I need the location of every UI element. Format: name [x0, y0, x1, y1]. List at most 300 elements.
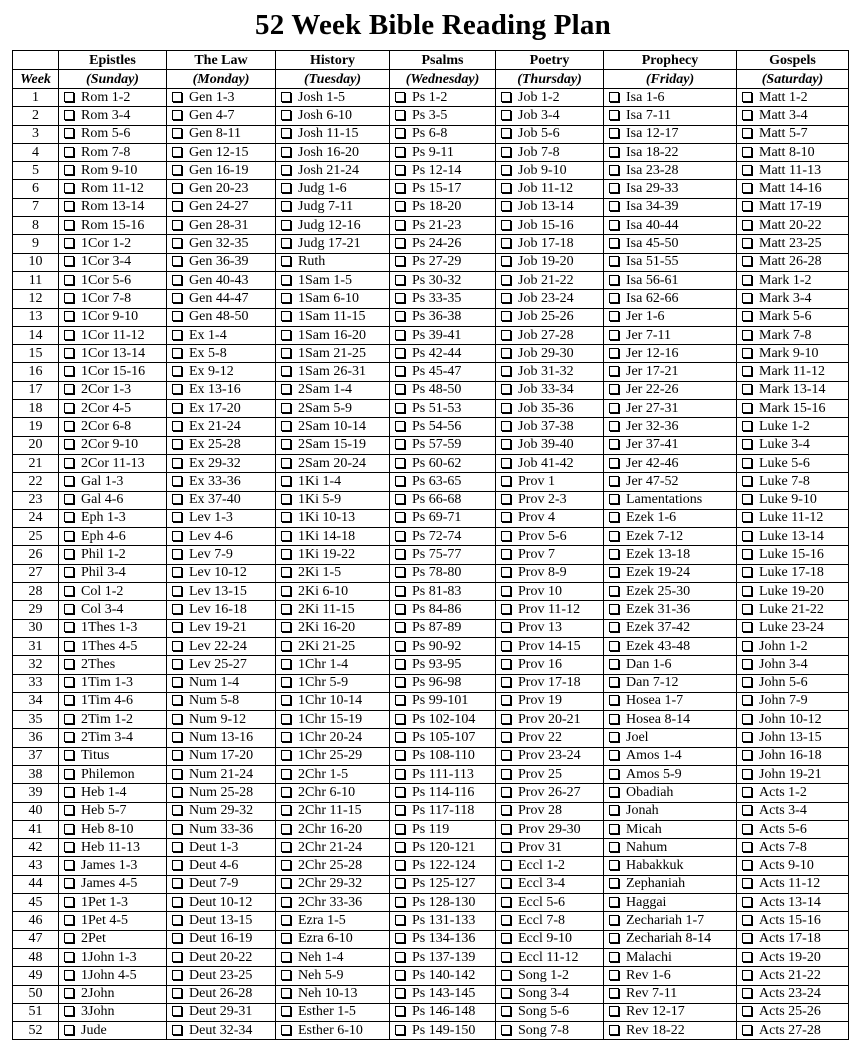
- checkbox-icon[interactable]: [395, 732, 405, 742]
- checkbox-icon[interactable]: [64, 586, 74, 596]
- checkbox-icon[interactable]: [609, 988, 619, 998]
- checkbox-icon[interactable]: [281, 769, 291, 779]
- checkbox-icon[interactable]: [501, 714, 511, 724]
- checkbox-icon[interactable]: [395, 988, 405, 998]
- checkbox-icon[interactable]: [172, 421, 182, 431]
- checkbox-icon[interactable]: [172, 220, 182, 230]
- checkbox-icon[interactable]: [501, 750, 511, 760]
- checkbox-icon[interactable]: [64, 165, 74, 175]
- checkbox-icon[interactable]: [281, 732, 291, 742]
- checkbox-icon[interactable]: [172, 238, 182, 248]
- checkbox-icon[interactable]: [501, 988, 511, 998]
- checkbox-icon[interactable]: [742, 641, 752, 651]
- checkbox-icon[interactable]: [281, 275, 291, 285]
- checkbox-icon[interactable]: [172, 293, 182, 303]
- checkbox-icon[interactable]: [172, 586, 182, 596]
- checkbox-icon[interactable]: [501, 348, 511, 358]
- checkbox-icon[interactable]: [395, 275, 405, 285]
- checkbox-icon[interactable]: [742, 732, 752, 742]
- checkbox-icon[interactable]: [281, 494, 291, 504]
- checkbox-icon[interactable]: [172, 494, 182, 504]
- checkbox-icon[interactable]: [281, 183, 291, 193]
- checkbox-icon[interactable]: [281, 348, 291, 358]
- checkbox-icon[interactable]: [742, 128, 752, 138]
- checkbox-icon[interactable]: [501, 604, 511, 614]
- checkbox-icon[interactable]: [172, 915, 182, 925]
- checkbox-icon[interactable]: [501, 92, 511, 102]
- checkbox-icon[interactable]: [742, 238, 752, 248]
- checkbox-icon[interactable]: [501, 311, 511, 321]
- checkbox-icon[interactable]: [501, 110, 511, 120]
- checkbox-icon[interactable]: [172, 165, 182, 175]
- checkbox-icon[interactable]: [281, 384, 291, 394]
- checkbox-icon[interactable]: [501, 458, 511, 468]
- checkbox-icon[interactable]: [281, 952, 291, 962]
- checkbox-icon[interactable]: [501, 220, 511, 230]
- checkbox-icon[interactable]: [501, 695, 511, 705]
- checkbox-icon[interactable]: [172, 824, 182, 834]
- checkbox-icon[interactable]: [172, 384, 182, 394]
- checkbox-icon[interactable]: [395, 256, 405, 266]
- checkbox-icon[interactable]: [609, 549, 619, 559]
- checkbox-icon[interactable]: [395, 147, 405, 157]
- checkbox-icon[interactable]: [281, 366, 291, 376]
- checkbox-icon[interactable]: [501, 1025, 511, 1035]
- checkbox-icon[interactable]: [395, 641, 405, 651]
- checkbox-icon[interactable]: [281, 220, 291, 230]
- checkbox-icon[interactable]: [742, 384, 752, 394]
- checkbox-icon[interactable]: [742, 860, 752, 870]
- checkbox-icon[interactable]: [172, 677, 182, 687]
- checkbox-icon[interactable]: [609, 275, 619, 285]
- checkbox-icon[interactable]: [172, 897, 182, 907]
- checkbox-icon[interactable]: [742, 348, 752, 358]
- checkbox-icon[interactable]: [395, 714, 405, 724]
- checkbox-icon[interactable]: [609, 878, 619, 888]
- checkbox-icon[interactable]: [64, 805, 74, 815]
- checkbox-icon[interactable]: [64, 256, 74, 266]
- checkbox-icon[interactable]: [172, 732, 182, 742]
- checkbox-icon[interactable]: [501, 787, 511, 797]
- checkbox-icon[interactable]: [609, 677, 619, 687]
- checkbox-icon[interactable]: [501, 421, 511, 431]
- checkbox-icon[interactable]: [609, 92, 619, 102]
- checkbox-icon[interactable]: [501, 769, 511, 779]
- checkbox-icon[interactable]: [501, 933, 511, 943]
- checkbox-icon[interactable]: [501, 384, 511, 394]
- checkbox-icon[interactable]: [172, 128, 182, 138]
- checkbox-icon[interactable]: [501, 970, 511, 980]
- checkbox-icon[interactable]: [501, 494, 511, 504]
- checkbox-icon[interactable]: [64, 1006, 74, 1016]
- checkbox-icon[interactable]: [64, 1025, 74, 1035]
- checkbox-icon[interactable]: [64, 988, 74, 998]
- checkbox-icon[interactable]: [395, 110, 405, 120]
- checkbox-icon[interactable]: [64, 330, 74, 340]
- checkbox-icon[interactable]: [172, 805, 182, 815]
- checkbox-icon[interactable]: [501, 952, 511, 962]
- checkbox-icon[interactable]: [501, 476, 511, 486]
- checkbox-icon[interactable]: [172, 842, 182, 852]
- checkbox-icon[interactable]: [172, 659, 182, 669]
- checkbox-icon[interactable]: [395, 92, 405, 102]
- checkbox-icon[interactable]: [742, 878, 752, 888]
- checkbox-icon[interactable]: [609, 952, 619, 962]
- checkbox-icon[interactable]: [609, 110, 619, 120]
- checkbox-icon[interactable]: [395, 201, 405, 211]
- checkbox-icon[interactable]: [395, 311, 405, 321]
- checkbox-icon[interactable]: [64, 677, 74, 687]
- checkbox-icon[interactable]: [281, 439, 291, 449]
- checkbox-icon[interactable]: [395, 769, 405, 779]
- checkbox-icon[interactable]: [609, 1006, 619, 1016]
- checkbox-icon[interactable]: [172, 604, 182, 614]
- checkbox-icon[interactable]: [742, 439, 752, 449]
- checkbox-icon[interactable]: [742, 897, 752, 907]
- checkbox-icon[interactable]: [395, 421, 405, 431]
- checkbox-icon[interactable]: [395, 915, 405, 925]
- checkbox-icon[interactable]: [281, 128, 291, 138]
- checkbox-icon[interactable]: [609, 659, 619, 669]
- checkbox-icon[interactable]: [172, 622, 182, 632]
- checkbox-icon[interactable]: [64, 512, 74, 522]
- checkbox-icon[interactable]: [172, 403, 182, 413]
- checkbox-icon[interactable]: [609, 641, 619, 651]
- checkbox-icon[interactable]: [501, 201, 511, 211]
- checkbox-icon[interactable]: [281, 970, 291, 980]
- checkbox-icon[interactable]: [281, 92, 291, 102]
- checkbox-icon[interactable]: [281, 805, 291, 815]
- checkbox-icon[interactable]: [172, 366, 182, 376]
- checkbox-icon[interactable]: [64, 92, 74, 102]
- checkbox-icon[interactable]: [395, 860, 405, 870]
- checkbox-icon[interactable]: [281, 659, 291, 669]
- checkbox-icon[interactable]: [395, 476, 405, 486]
- checkbox-icon[interactable]: [609, 732, 619, 742]
- checkbox-icon[interactable]: [501, 512, 511, 522]
- checkbox-icon[interactable]: [281, 256, 291, 266]
- checkbox-icon[interactable]: [742, 695, 752, 705]
- checkbox-icon[interactable]: [609, 933, 619, 943]
- checkbox-icon[interactable]: [395, 787, 405, 797]
- checkbox-icon[interactable]: [395, 366, 405, 376]
- checkbox-icon[interactable]: [64, 824, 74, 834]
- checkbox-icon[interactable]: [172, 750, 182, 760]
- checkbox-icon[interactable]: [281, 165, 291, 175]
- checkbox-icon[interactable]: [742, 92, 752, 102]
- checkbox-icon[interactable]: [501, 860, 511, 870]
- checkbox-icon[interactable]: [742, 824, 752, 834]
- checkbox-icon[interactable]: [281, 1025, 291, 1035]
- checkbox-icon[interactable]: [64, 604, 74, 614]
- checkbox-icon[interactable]: [64, 915, 74, 925]
- checkbox-icon[interactable]: [281, 695, 291, 705]
- checkbox-icon[interactable]: [172, 988, 182, 998]
- checkbox-icon[interactable]: [64, 384, 74, 394]
- checkbox-icon[interactable]: [64, 970, 74, 980]
- checkbox-icon[interactable]: [64, 183, 74, 193]
- checkbox-icon[interactable]: [609, 458, 619, 468]
- checkbox-icon[interactable]: [172, 970, 182, 980]
- checkbox-icon[interactable]: [64, 366, 74, 376]
- checkbox-icon[interactable]: [501, 732, 511, 742]
- checkbox-icon[interactable]: [281, 531, 291, 541]
- checkbox-icon[interactable]: [395, 330, 405, 340]
- checkbox-icon[interactable]: [742, 256, 752, 266]
- checkbox-icon[interactable]: [501, 531, 511, 541]
- checkbox-icon[interactable]: [609, 476, 619, 486]
- checkbox-icon[interactable]: [395, 897, 405, 907]
- checkbox-icon[interactable]: [395, 805, 405, 815]
- checkbox-icon[interactable]: [172, 476, 182, 486]
- checkbox-icon[interactable]: [395, 622, 405, 632]
- checkbox-icon[interactable]: [609, 439, 619, 449]
- checkbox-icon[interactable]: [501, 567, 511, 577]
- checkbox-icon[interactable]: [64, 238, 74, 248]
- checkbox-icon[interactable]: [501, 1006, 511, 1016]
- checkbox-icon[interactable]: [742, 769, 752, 779]
- checkbox-icon[interactable]: [742, 366, 752, 376]
- checkbox-icon[interactable]: [609, 494, 619, 504]
- checkbox-icon[interactable]: [64, 750, 74, 760]
- checkbox-icon[interactable]: [609, 421, 619, 431]
- checkbox-icon[interactable]: [395, 384, 405, 394]
- checkbox-icon[interactable]: [281, 476, 291, 486]
- checkbox-icon[interactable]: [501, 915, 511, 925]
- checkbox-icon[interactable]: [609, 915, 619, 925]
- checkbox-icon[interactable]: [395, 1006, 405, 1016]
- checkbox-icon[interactable]: [395, 531, 405, 541]
- checkbox-icon[interactable]: [609, 531, 619, 541]
- checkbox-icon[interactable]: [281, 787, 291, 797]
- checkbox-icon[interactable]: [281, 458, 291, 468]
- checkbox-icon[interactable]: [742, 421, 752, 431]
- checkbox-icon[interactable]: [64, 622, 74, 632]
- checkbox-icon[interactable]: [281, 677, 291, 687]
- checkbox-icon[interactable]: [742, 842, 752, 852]
- checkbox-icon[interactable]: [742, 165, 752, 175]
- checkbox-icon[interactable]: [395, 824, 405, 834]
- checkbox-icon[interactable]: [172, 348, 182, 358]
- checkbox-icon[interactable]: [395, 567, 405, 577]
- checkbox-icon[interactable]: [281, 842, 291, 852]
- checkbox-icon[interactable]: [501, 147, 511, 157]
- checkbox-icon[interactable]: [64, 933, 74, 943]
- checkbox-icon[interactable]: [742, 531, 752, 541]
- checkbox-icon[interactable]: [395, 1025, 405, 1035]
- checkbox-icon[interactable]: [742, 110, 752, 120]
- checkbox-icon[interactable]: [395, 878, 405, 888]
- checkbox-icon[interactable]: [172, 860, 182, 870]
- checkbox-icon[interactable]: [281, 824, 291, 834]
- checkbox-icon[interactable]: [64, 201, 74, 211]
- checkbox-icon[interactable]: [501, 622, 511, 632]
- checkbox-icon[interactable]: [395, 512, 405, 522]
- checkbox-icon[interactable]: [609, 824, 619, 834]
- checkbox-icon[interactable]: [64, 567, 74, 577]
- checkbox-icon[interactable]: [64, 293, 74, 303]
- checkbox-icon[interactable]: [395, 750, 405, 760]
- checkbox-icon[interactable]: [172, 878, 182, 888]
- checkbox-icon[interactable]: [281, 622, 291, 632]
- checkbox-icon[interactable]: [742, 293, 752, 303]
- checkbox-icon[interactable]: [64, 549, 74, 559]
- checkbox-icon[interactable]: [609, 860, 619, 870]
- checkbox-icon[interactable]: [742, 787, 752, 797]
- checkbox-icon[interactable]: [172, 641, 182, 651]
- checkbox-icon[interactable]: [281, 714, 291, 724]
- checkbox-icon[interactable]: [395, 933, 405, 943]
- checkbox-icon[interactable]: [172, 567, 182, 577]
- checkbox-icon[interactable]: [64, 275, 74, 285]
- checkbox-icon[interactable]: [281, 110, 291, 120]
- checkbox-icon[interactable]: [395, 220, 405, 230]
- checkbox-icon[interactable]: [395, 952, 405, 962]
- checkbox-icon[interactable]: [742, 714, 752, 724]
- checkbox-icon[interactable]: [281, 750, 291, 760]
- checkbox-icon[interactable]: [64, 714, 74, 724]
- checkbox-icon[interactable]: [609, 622, 619, 632]
- checkbox-icon[interactable]: [64, 147, 74, 157]
- checkbox-icon[interactable]: [609, 842, 619, 852]
- checkbox-icon[interactable]: [395, 494, 405, 504]
- checkbox-icon[interactable]: [64, 659, 74, 669]
- checkbox-icon[interactable]: [64, 641, 74, 651]
- checkbox-icon[interactable]: [395, 842, 405, 852]
- checkbox-icon[interactable]: [609, 805, 619, 815]
- checkbox-icon[interactable]: [395, 348, 405, 358]
- checkbox-icon[interactable]: [742, 275, 752, 285]
- checkbox-icon[interactable]: [172, 458, 182, 468]
- checkbox-icon[interactable]: [64, 842, 74, 852]
- checkbox-icon[interactable]: [172, 787, 182, 797]
- checkbox-icon[interactable]: [172, 1025, 182, 1035]
- checkbox-icon[interactable]: [281, 311, 291, 321]
- checkbox-icon[interactable]: [742, 549, 752, 559]
- checkbox-icon[interactable]: [609, 1025, 619, 1035]
- checkbox-icon[interactable]: [609, 366, 619, 376]
- checkbox-icon[interactable]: [395, 586, 405, 596]
- checkbox-icon[interactable]: [64, 128, 74, 138]
- checkbox-icon[interactable]: [742, 915, 752, 925]
- checkbox-icon[interactable]: [742, 183, 752, 193]
- checkbox-icon[interactable]: [501, 824, 511, 834]
- checkbox-icon[interactable]: [172, 512, 182, 522]
- checkbox-icon[interactable]: [395, 183, 405, 193]
- checkbox-icon[interactable]: [609, 750, 619, 760]
- checkbox-icon[interactable]: [742, 750, 752, 760]
- checkbox-icon[interactable]: [64, 403, 74, 413]
- checkbox-icon[interactable]: [501, 165, 511, 175]
- checkbox-icon[interactable]: [609, 220, 619, 230]
- checkbox-icon[interactable]: [395, 238, 405, 248]
- checkbox-icon[interactable]: [501, 293, 511, 303]
- checkbox-icon[interactable]: [501, 677, 511, 687]
- checkbox-icon[interactable]: [742, 220, 752, 230]
- checkbox-icon[interactable]: [609, 970, 619, 980]
- checkbox-icon[interactable]: [742, 659, 752, 669]
- checkbox-icon[interactable]: [609, 567, 619, 577]
- checkbox-icon[interactable]: [281, 604, 291, 614]
- checkbox-icon[interactable]: [64, 860, 74, 870]
- checkbox-icon[interactable]: [609, 128, 619, 138]
- checkbox-icon[interactable]: [501, 659, 511, 669]
- checkbox-icon[interactable]: [501, 439, 511, 449]
- checkbox-icon[interactable]: [609, 897, 619, 907]
- checkbox-icon[interactable]: [281, 915, 291, 925]
- checkbox-icon[interactable]: [742, 458, 752, 468]
- checkbox-icon[interactable]: [172, 933, 182, 943]
- checkbox-icon[interactable]: [742, 952, 752, 962]
- checkbox-icon[interactable]: [281, 403, 291, 413]
- checkbox-icon[interactable]: [172, 714, 182, 724]
- checkbox-icon[interactable]: [609, 147, 619, 157]
- checkbox-icon[interactable]: [395, 695, 405, 705]
- checkbox-icon[interactable]: [395, 604, 405, 614]
- checkbox-icon[interactable]: [281, 549, 291, 559]
- checkbox-icon[interactable]: [742, 970, 752, 980]
- checkbox-icon[interactable]: [609, 348, 619, 358]
- checkbox-icon[interactable]: [609, 311, 619, 321]
- checkbox-icon[interactable]: [501, 641, 511, 651]
- checkbox-icon[interactable]: [395, 165, 405, 175]
- checkbox-icon[interactable]: [742, 604, 752, 614]
- checkbox-icon[interactable]: [281, 147, 291, 157]
- checkbox-icon[interactable]: [609, 293, 619, 303]
- checkbox-icon[interactable]: [64, 878, 74, 888]
- checkbox-icon[interactable]: [172, 92, 182, 102]
- checkbox-icon[interactable]: [395, 128, 405, 138]
- checkbox-icon[interactable]: [281, 238, 291, 248]
- checkbox-icon[interactable]: [172, 147, 182, 157]
- checkbox-icon[interactable]: [609, 330, 619, 340]
- checkbox-icon[interactable]: [64, 311, 74, 321]
- checkbox-icon[interactable]: [281, 330, 291, 340]
- checkbox-icon[interactable]: [742, 512, 752, 522]
- checkbox-icon[interactable]: [281, 988, 291, 998]
- checkbox-icon[interactable]: [64, 348, 74, 358]
- checkbox-icon[interactable]: [501, 238, 511, 248]
- checkbox-icon[interactable]: [281, 293, 291, 303]
- checkbox-icon[interactable]: [64, 220, 74, 230]
- checkbox-icon[interactable]: [395, 970, 405, 980]
- checkbox-icon[interactable]: [172, 256, 182, 266]
- checkbox-icon[interactable]: [609, 714, 619, 724]
- checkbox-icon[interactable]: [501, 549, 511, 559]
- checkbox-icon[interactable]: [172, 531, 182, 541]
- checkbox-icon[interactable]: [742, 330, 752, 340]
- checkbox-icon[interactable]: [64, 531, 74, 541]
- checkbox-icon[interactable]: [742, 1025, 752, 1035]
- checkbox-icon[interactable]: [609, 183, 619, 193]
- checkbox-icon[interactable]: [609, 403, 619, 413]
- checkbox-icon[interactable]: [281, 897, 291, 907]
- checkbox-icon[interactable]: [281, 586, 291, 596]
- checkbox-icon[interactable]: [742, 677, 752, 687]
- checkbox-icon[interactable]: [501, 842, 511, 852]
- checkbox-icon[interactable]: [609, 165, 619, 175]
- checkbox-icon[interactable]: [742, 311, 752, 321]
- checkbox-icon[interactable]: [281, 933, 291, 943]
- checkbox-icon[interactable]: [742, 933, 752, 943]
- checkbox-icon[interactable]: [742, 494, 752, 504]
- checkbox-icon[interactable]: [742, 805, 752, 815]
- checkbox-icon[interactable]: [172, 549, 182, 559]
- checkbox-icon[interactable]: [281, 1006, 291, 1016]
- checkbox-icon[interactable]: [609, 201, 619, 211]
- checkbox-icon[interactable]: [172, 952, 182, 962]
- checkbox-icon[interactable]: [501, 805, 511, 815]
